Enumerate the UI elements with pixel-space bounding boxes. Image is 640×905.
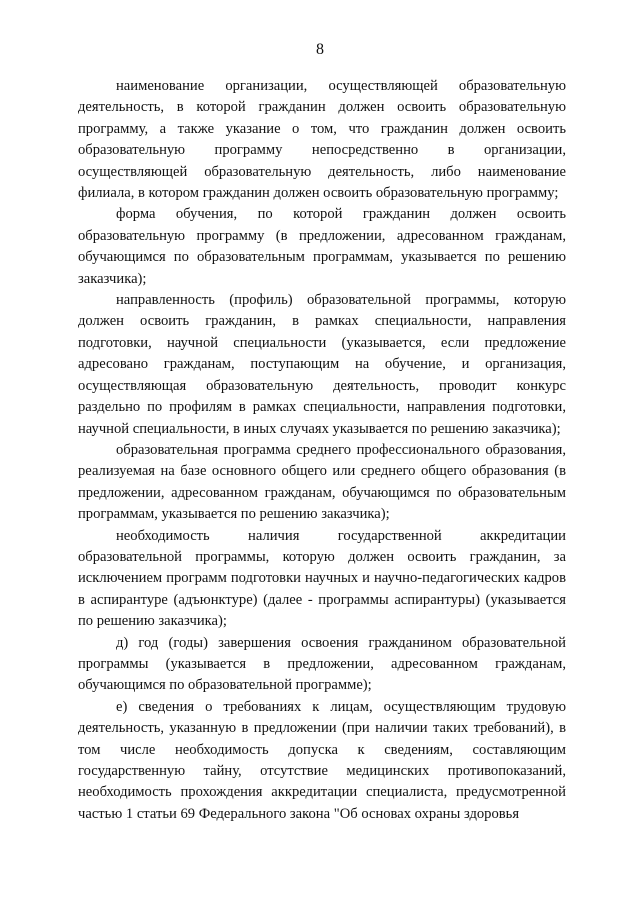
paragraph-form-of-study: форма обучения, по которой гражданин должен освоить образовательную программу (в предложении, адресованном гражданам, обучающимся по образовательным программам, указывается по решению заказчика); <box>78 206 566 287</box>
paragraph-organization-name: наименование организации, осуществляющей образовательную деятельность, в которой гражданин должен освоить образовательную программу, а также указание о том, что гражданин должен освоить образовательную программу непосредственно в организации, осуществляющей образовательную деятельность, либо наименование филиала, в котором гражданин должен освоить образовательную программу; <box>78 78 566 202</box>
paragraph-accreditation: необходимость наличия государственной аккредитации образовательной программы, которую должен освоить гражданин, за исключением программ подготовки научных и научно-педагогических кадров в аспирантуре (адъюнктуре) (далее - программы аспирантуры) (указывается по решению заказчика); <box>78 527 566 630</box>
document-body <box>78 76 566 825</box>
paragraph-completion-year: д) год (годы) завершения освоения гражданином образовательной программы (указывается в предложении, адресованном гражданам, обучающимся по образовательной программе); <box>78 634 566 694</box>
paragraph-program-profile: направленность (профиль) образовательной программы, которую должен освоить гражданин, в рамках специальности, направления подготовки, научной специальности (указывается, если предложение адресовано гражданам, поступающим на обучение, и организация, осуществляющая образовательную деятельность, проводит конкурс раздельно по профилям в рамках специальности, направления подготовки, научной специальности, в иных случаях указывается по решению заказчика); <box>78 292 566 437</box>
page-number: 8 <box>316 41 324 58</box>
paragraph-vocational-program: образовательная программа среднего профессионального образования, реализуемая на базе основного общего или среднего общего образования (в предложении, адресованном гражданам, обучающимся по образовательным программам, указывается по решению заказчика); <box>78 441 566 523</box>
paragraph-requirements: е) сведения о требованиях к лицам, осуществляющим трудовую деятельность, указанную в предложении (при наличии таких требований), в том числе необходимость допуска к сведениям, составляющим государственную тайну, отсутствие медицинских противопоказаний, необходимость прохождения аккредитации специалиста, предусмотренной частью 1 статьи 69 Федерального закона "Об основах охраны здоровья <box>78 698 566 822</box>
